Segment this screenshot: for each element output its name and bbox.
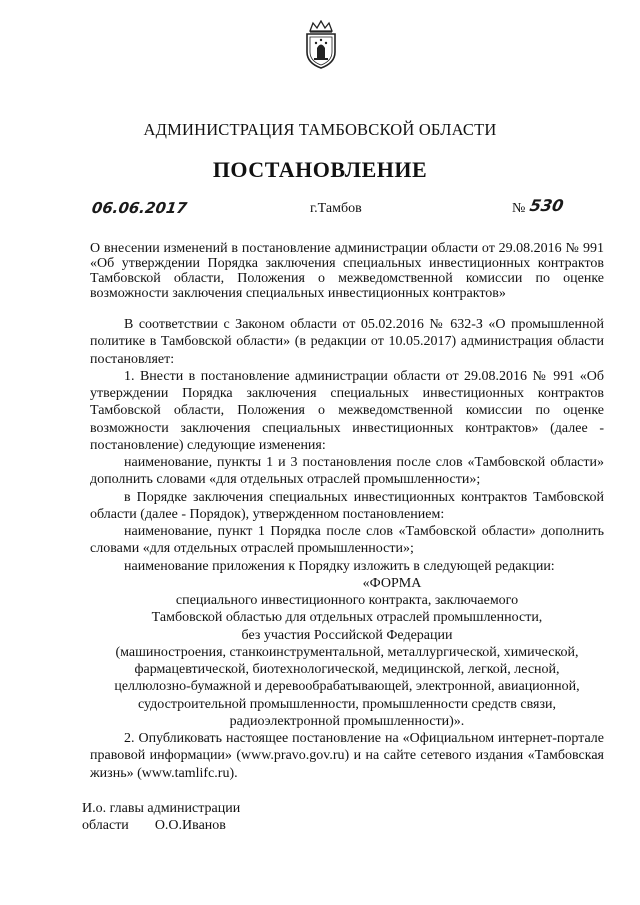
signatory-name: О.О.Иванов <box>154 818 226 833</box>
handwritten-date: 06.06.2017 <box>90 199 189 217</box>
signature-line2 <box>82 817 240 834</box>
paragraph-preamble: В соответствии с Законом области от 05.02.2016 № 632-З «О промышленной политике в Тамбовской области» (в редакции от 10.05.2017) администрация области постановляет: <box>90 317 604 367</box>
form-line: целлюлозно-бумажной и деревообрабатывающей, электронной, авиационной, <box>114 679 580 695</box>
organization-name: АДМИНИСТРАЦИЯ ТАМБОВСКОЙ ОБЛАСТИ <box>143 120 497 139</box>
document-title: О внесении изменений в постановление администрации области от 29.08.2016 № 991 «Об утверждении Порядка заключения специальных инвестиционных контрактов Тамбовской области, Положения о межведомственной комиссии по оценке возможности заключения специальных инвестиционных контрактов» <box>90 241 604 301</box>
paragraph-item-2: 2. Опубликовать настоящее постановление на «Официальном интернет-портале правовой информации» (www.pravo.gov.ru) и на сайте сетевого издания «Тамбовская жизнь» (www.tamlifc.ru). <box>90 731 604 781</box>
form-line: судостроительной промышленности, промышленности средств связи, <box>138 696 556 712</box>
handwritten-number: 530 <box>528 196 566 215</box>
paragraph-change-4: наименование приложения к Порядку изложить в следующей редакции: <box>124 558 555 574</box>
form-line: без участия Российской Федерации <box>241 627 453 643</box>
paragraph-item-1: 1. Внести в постановление администрации области от 29.08.2016 № 991 «Об утверждении Порядка заключения специальных инвестиционных контрактов Тамбовской области, Положения о межведомственной комиссии по оценке возможности заключения специальных инвестиционных контрактов» (далее - постановление) следующие изменения: <box>90 368 604 453</box>
paragraph-change-1: наименование, пункты 1 и 3 постановления после слов «Тамбовской области» дополнить словами «для отдельных отраслей промышленности»; <box>90 455 604 488</box>
form-line: Тамбовской областью для отдельных отраслей промышленности, <box>151 610 543 626</box>
number-label: № <box>512 201 526 216</box>
city: г.Тамбов <box>310 201 362 216</box>
form-line: специального инвестиционного контракта, заключаемого <box>175 593 519 608</box>
form-title: «ФОРМА <box>362 575 422 591</box>
signature-position-line2: области <box>82 818 129 833</box>
signature-block <box>82 800 240 834</box>
paragraph-change-3: наименование, пункт 1 Порядка после слов «Тамбовской области» дополнить словами «для отдельных отраслей промышленности»; <box>90 524 604 557</box>
document-type: ПОСТАНОВЛЕНИЕ <box>212 157 428 182</box>
form-line: фармацевтической, биотехнологической, медицинской, легкой, лесной, <box>134 662 560 677</box>
tambov-region-coat-of-arms-icon <box>301 20 341 70</box>
signature-position-line1: И.о. главы администрации <box>82 801 241 816</box>
paragraph-change-2: в Порядке заключения специальных инвестиционных контрактов Тамбовской области (далее - Порядок), утвержденном постановлением: <box>90 489 604 522</box>
document-body <box>90 316 604 782</box>
form-line: радиоэлектронной промышленности)». <box>229 713 465 729</box>
form-line: (машиностроения, станкоинструментальной, металлургической, химической, <box>115 644 579 660</box>
